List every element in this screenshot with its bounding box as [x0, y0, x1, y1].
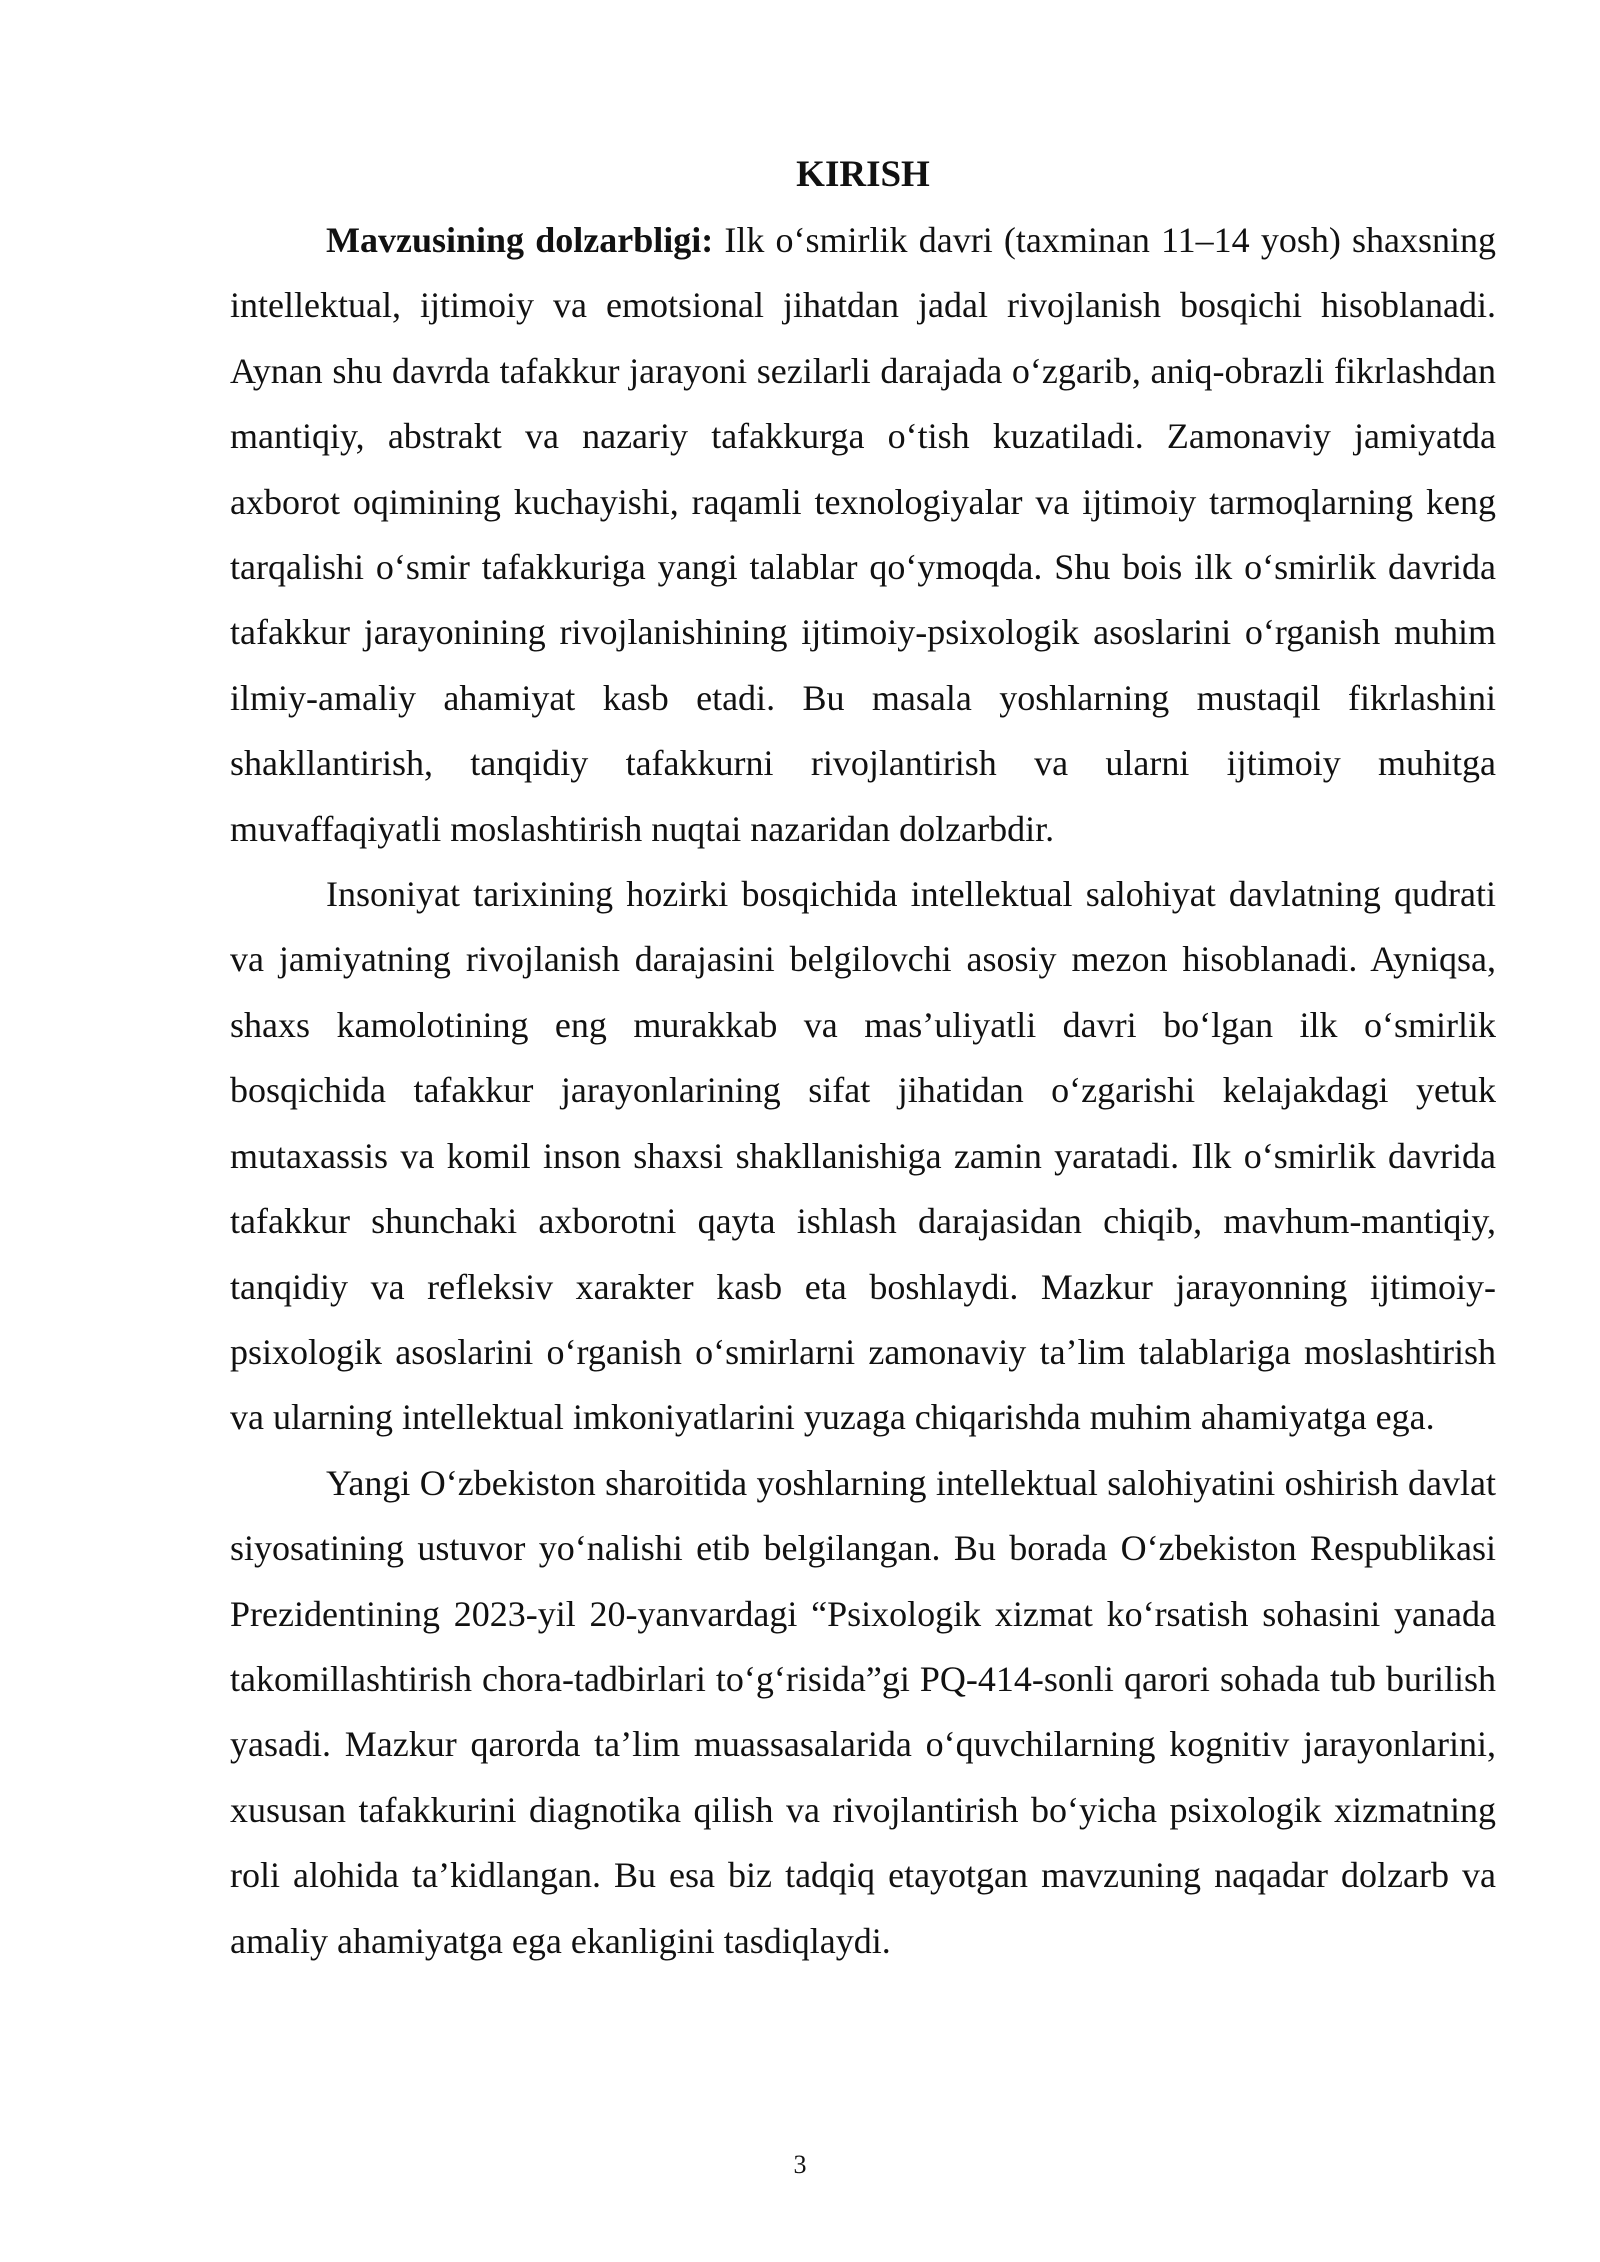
paragraph-intellectual-potential: [230, 862, 1496, 1451]
page-number: 3: [793, 2150, 807, 2179]
paragraph-relevance: [230, 208, 1496, 862]
paragraph-text: Yangi O‘zbekiston sharoitida yoshlarning intellektual salohiyatini oshirish davlat siyosatining ustuvor yo‘nalishi etib belgilangan. Bu borada O‘zbekiston Respublikasi Prezidentining 2023-yil 20-yanvardagi “Psixologik xizmat ko‘rsatish sohasini yanada takomillashtirish chora-tadbirlari to‘g‘risida”gi PQ-414-sonli qarori sohada tub burilish yasadi. Mazkur qarorda ta’lim muassasalarida o‘quvchilarning kognitiv jarayonlarini, xususan tafakkurini diagnotika qilish va rivojlantirish bo‘yicha psixologik xizmatning roli alohida ta’kidlangan. Bu esa biz tadqiq etayotgan mavzuning naqadar dolzarb va amaliy ahamiyatga ega ekanligini tasdiqlaydi.: [230, 1462, 1496, 1961]
page-content: [230, 148, 1496, 1974]
paragraph-lead-label: Mavzusining dolzarbligi:: [326, 220, 714, 260]
paragraph-text: Ilk o‘smirlik davri (taxminan 11–14 yosh) shaxsning intellektual, ijtimoiy va emotsional jihatdan jadal rivojlanish bosqichi hisoblanadi. Aynan shu davrda tafakkur jarayoni sezilarli darajada o‘zgarib, aniq-obrazli fikrlashdan mantiqiy, abstrakt va nazariy tafakkurga o‘tish kuzatiladi. Zamonaviy jamiyatda axborot oqimining kuchayishi, raqamli texnologiyalar va ijtimoiy tarmoqlarning keng tarqalishi o‘smir tafakkuriga yangi talablar qo‘ymoqda. Shu bois ilk o‘smirlik davrida tafakkur jarayonining rivojlanishining ijtimoiy-psixologik asoslarini o‘rganish muhim ilmiy-amaliy ahamiyat kasb etadi. Bu masala yoshlarning mustaqil fikrlashini shakllantirish, tanqidiy tafakkurni rivojlantirish va ularni ijtimoiy muhitga muvaffaqiyatli moslashtirish nuqtai nazaridan dolzarbdir.: [230, 220, 1497, 849]
paragraph-text: Insoniyat tarixining hozirki bosqichida intellektual salohiyat davlatning qudrati va jamiyatning rivojlanish darajasini belgilovchi asosiy mezon hisoblanadi. Ayniqsa, shaxs kamolotining eng murakkab va mas’uliyatli davri bo‘lgan ilk o‘smirlik bosqichida tafakkur jarayonlarining sifat jihatidan o‘zgarishi kelajakdagi yetuk mutaxassis va komil inson shaxsi shakllanishiga zamin yaratadi. Ilk o‘smirlik davrida tafakkur shunchaki axborotni qayta ishlash darajasidan chiqib, mavhum-mantiqiy, tanqidiy va refleksiv xarakter kasb eta boshlaydi. Mazkur jarayonning ijtimoiy-psixologik asoslarini o‘rganish o‘smirlarni zamonaviy ta’lim talablariga moslashtirish va ularning intellektual imkoniyatlarini yuzaga chiqarishda muhim ahamiyatga ega.: [230, 874, 1496, 1438]
paragraph-state-policy: [230, 1451, 1496, 1974]
section-heading: KIRISH: [796, 154, 930, 195]
